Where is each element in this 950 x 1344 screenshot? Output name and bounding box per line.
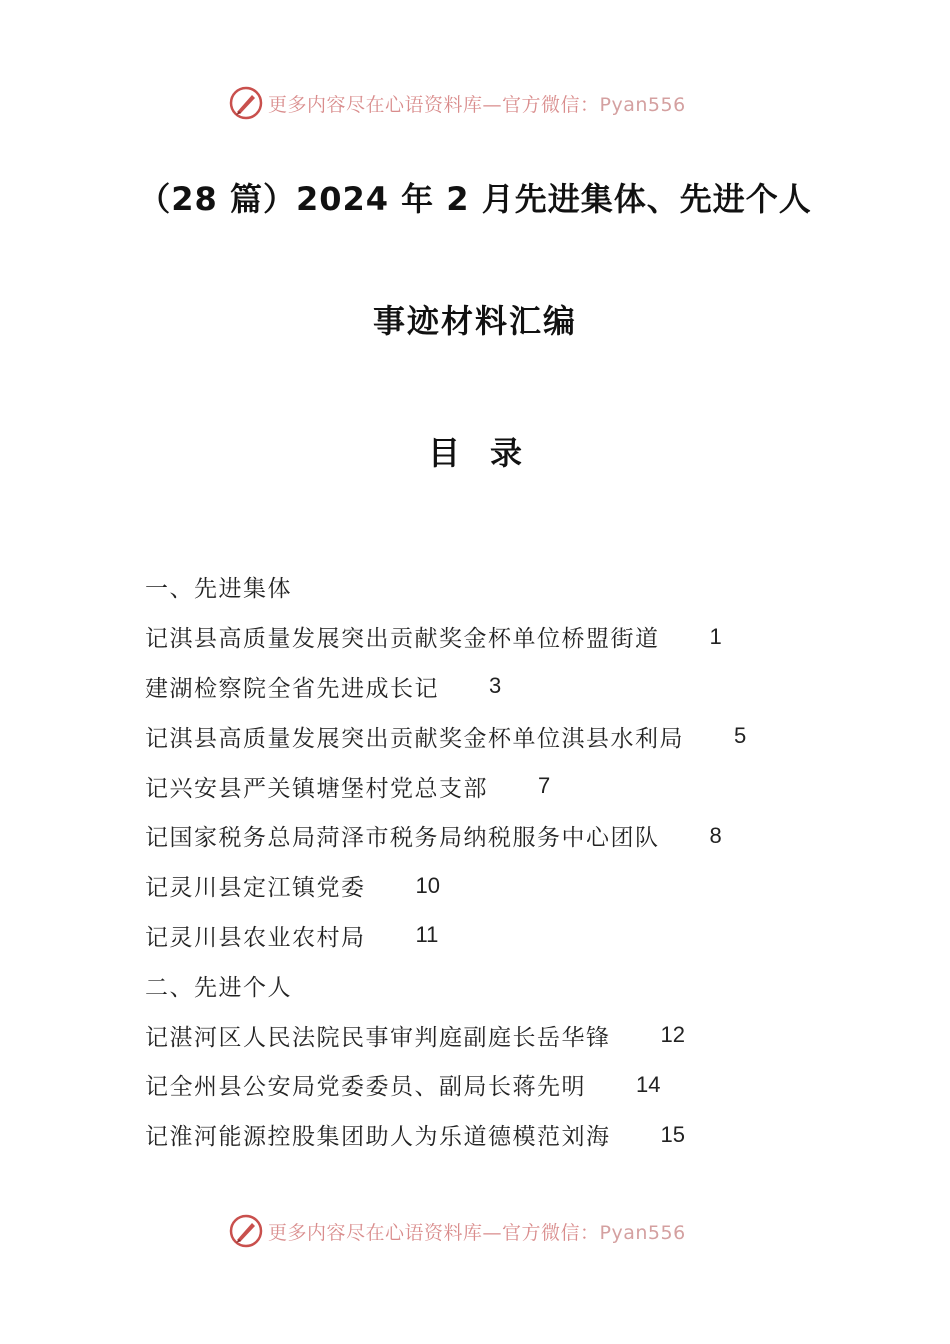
banner-text: 更多内容尽在心语资料库—官方微信：Pyan556 — [268, 1221, 686, 1244]
toc-entry-page: 11 — [415, 922, 439, 948]
toc-entry-page: 3 — [489, 673, 502, 699]
toc-entry-title: 记灵川县农业农村局 — [145, 924, 366, 951]
toc-entry-title: 记淇县高质量发展突出贡献奖金杯单位淇县水利局 — [145, 725, 684, 752]
toc-entry-page: 7 — [538, 773, 551, 799]
toc-entry-title: 记灵川县定江镇党委 — [145, 875, 366, 902]
toc-entry-title: 记全州县公安局党委委员、副局长蒋先明 — [145, 1074, 586, 1101]
toc-entry[interactable] — [145, 1010, 905, 1060]
toc-entry[interactable] — [145, 811, 905, 861]
toc-section-heading: 二、先进个人 — [145, 974, 292, 1001]
footer-banner — [228, 1211, 686, 1251]
toc-entry-page: 8 — [709, 822, 722, 848]
toc-entry[interactable] — [145, 861, 905, 911]
toc-entry[interactable] — [145, 1060, 905, 1110]
toc-entry[interactable] — [145, 1110, 905, 1160]
toc-entry-title: 记淮河能源控股集团助人为乐道德模范刘海 — [145, 1124, 611, 1151]
pen-logo-icon — [228, 85, 264, 121]
toc-entry-title: 记淇县高质量发展突出贡献奖金杯单位桥盟街道 — [145, 626, 660, 653]
toc-entry-page: 10 — [415, 872, 440, 898]
toc-entry-page: 12 — [660, 1022, 685, 1048]
toc-entry-page: 14 — [636, 1071, 661, 1097]
banner-text: 更多内容尽在心语资料库—官方微信：Pyan556 — [268, 93, 686, 116]
toc-section-heading: 一、先进集体 — [145, 576, 292, 603]
header-banner — [228, 83, 686, 123]
toc-entry[interactable] — [145, 612, 905, 662]
toc-entry[interactable] — [145, 911, 905, 961]
toc-entry-page: 5 — [734, 723, 747, 749]
document-title-line2: 事迹材料汇编 — [372, 302, 577, 340]
pen-logo-icon — [228, 1213, 264, 1249]
toc-entry-title: 记兴安县严关镇塘堡村党总支部 — [145, 775, 488, 802]
toc-entry-page: 15 — [660, 1121, 685, 1147]
toc-entry[interactable] — [145, 662, 905, 712]
toc-entry[interactable] — [145, 711, 905, 761]
toc-entry[interactable] — [145, 761, 905, 811]
document-title-line1: （28 篇）2024 年 2 月先进集体、先进个人 — [138, 180, 812, 218]
toc-entry-page: 1 — [709, 623, 722, 649]
toc-heading: 目录 — [427, 434, 552, 472]
toc-entry-title: 记湛河区人民法院民事审判庭副庭长岳华锋 — [145, 1024, 611, 1051]
table-of-contents — [145, 562, 905, 1160]
toc-entry-title: 建湖检察院全省先进成长记 — [145, 675, 439, 702]
toc-entry-title: 记国家税务总局菏泽市税务局纳税服务中心团队 — [145, 825, 660, 852]
